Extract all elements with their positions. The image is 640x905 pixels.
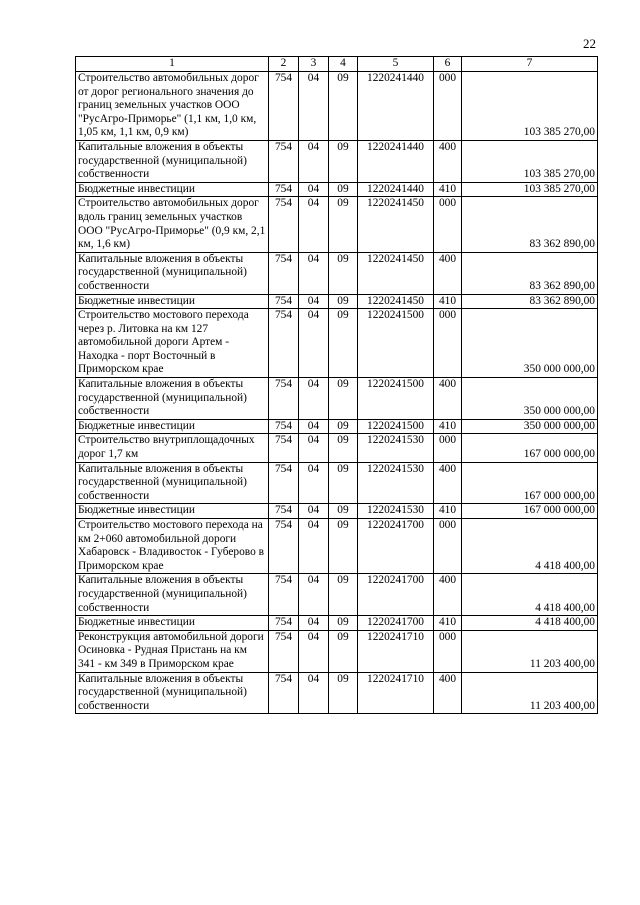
header-cell: 6 (434, 57, 462, 72)
table-row (76, 672, 598, 714)
row-target-item-cell: 1220241710 (358, 630, 434, 672)
row-expense-type-cell: 410 (434, 419, 462, 434)
table-row (76, 197, 598, 252)
row-name-cell: Строительство автомобильных дорог вдоль границ земельных участков ООО "РусАгро-Приморье" (0,9 км, 2,1 км, 1,6 км) (76, 197, 269, 252)
row-section-cell: 04 (299, 378, 329, 420)
row-target-item-cell: 1220241440 (358, 182, 434, 197)
row-code-cell: 754 (269, 462, 299, 504)
row-expense-type-cell: 410 (434, 504, 462, 519)
row-code-cell: 754 (269, 419, 299, 434)
row-name-cell: Строительство внутриплощадочных дорог 1,7 км (76, 434, 269, 462)
row-target-item-cell: 1220241530 (358, 462, 434, 504)
row-expense-type-cell: 400 (434, 574, 462, 616)
row-expense-type-cell: 400 (434, 140, 462, 182)
row-code-cell: 754 (269, 182, 299, 197)
row-target-item-cell: 1220241500 (358, 419, 434, 434)
row-section-cell: 04 (299, 616, 329, 631)
row-code-cell: 754 (269, 616, 299, 631)
row-amount-cell: 103 385 270,00 (462, 140, 598, 182)
row-expense-type-cell: 000 (434, 519, 462, 574)
row-amount-cell: 167 000 000,00 (462, 504, 598, 519)
row-code-cell: 754 (269, 630, 299, 672)
row-section-cell: 04 (299, 252, 329, 294)
row-amount-cell: 83 362 890,00 (462, 252, 598, 294)
row-amount-cell: 4 418 400,00 (462, 616, 598, 631)
row-amount-cell: 83 362 890,00 (462, 294, 598, 309)
row-code-cell: 754 (269, 72, 299, 141)
row-name-cell: Капитальные вложения в объекты государственной (муниципальной) собственности (76, 574, 269, 616)
header-cell: 7 (462, 57, 598, 72)
table-row (76, 140, 598, 182)
row-name-cell: Строительство мостового перехода на км 2+060 автомобильной дороги Хабаровск - Владивосток - Губерово в Приморском крае (76, 519, 269, 574)
row-expense-type-cell: 000 (434, 630, 462, 672)
row-target-item-cell: 1220241440 (358, 72, 434, 141)
row-amount-cell: 350 000 000,00 (462, 419, 598, 434)
row-name-cell: Капитальные вложения в объекты государственной (муниципальной) собственности (76, 140, 269, 182)
table-row (76, 630, 598, 672)
row-code-cell: 754 (269, 252, 299, 294)
table-row (76, 519, 598, 574)
row-subsection-cell: 09 (329, 72, 358, 141)
page-number: 22 (583, 36, 596, 51)
row-expense-type-cell: 400 (434, 462, 462, 504)
row-amount-cell: 350 000 000,00 (462, 378, 598, 420)
row-expense-type-cell: 410 (434, 616, 462, 631)
row-target-item-cell: 1220241530 (358, 434, 434, 462)
row-subsection-cell: 09 (329, 574, 358, 616)
row-subsection-cell: 09 (329, 616, 358, 631)
row-amount-cell: 103 385 270,00 (462, 182, 598, 197)
row-target-item-cell: 1220241700 (358, 519, 434, 574)
row-subsection-cell: 09 (329, 182, 358, 197)
row-subsection-cell: 09 (329, 434, 358, 462)
row-section-cell: 04 (299, 504, 329, 519)
row-name-cell: Капитальные вложения в объекты государственной (муниципальной) собственности (76, 378, 269, 420)
row-expense-type-cell: 400 (434, 672, 462, 714)
header-cell: 3 (299, 57, 329, 72)
row-subsection-cell: 09 (329, 519, 358, 574)
table-row (76, 462, 598, 504)
row-target-item-cell: 1220241440 (358, 140, 434, 182)
row-subsection-cell: 09 (329, 419, 358, 434)
row-amount-cell: 11 203 400,00 (462, 672, 598, 714)
row-subsection-cell: 09 (329, 630, 358, 672)
row-section-cell: 04 (299, 309, 329, 378)
row-subsection-cell: 09 (329, 294, 358, 309)
row-name-cell: Строительство мостового перехода через р. Литовка на км 127 автомобильной дороги Артем - Находка - порт Восточный в Приморском крае (76, 309, 269, 378)
row-amount-cell: 11 203 400,00 (462, 630, 598, 672)
table-row (76, 574, 598, 616)
row-code-cell: 754 (269, 309, 299, 378)
row-name-cell: Бюджетные инвестиции (76, 182, 269, 197)
row-amount-cell: 103 385 270,00 (462, 72, 598, 141)
row-code-cell: 754 (269, 519, 299, 574)
row-name-cell: Бюджетные инвестиции (76, 616, 269, 631)
header-cell: 1 (76, 57, 269, 72)
row-subsection-cell: 09 (329, 140, 358, 182)
table-row (76, 182, 598, 197)
row-code-cell: 754 (269, 672, 299, 714)
row-amount-cell: 83 362 890,00 (462, 197, 598, 252)
row-code-cell: 754 (269, 378, 299, 420)
row-code-cell: 754 (269, 574, 299, 616)
row-code-cell: 754 (269, 140, 299, 182)
row-code-cell: 754 (269, 504, 299, 519)
header-cell: 2 (269, 57, 299, 72)
row-subsection-cell: 09 (329, 309, 358, 378)
row-subsection-cell: 09 (329, 672, 358, 714)
row-name-cell: Капитальные вложения в объекты государственной (муниципальной) собственности (76, 462, 269, 504)
table-row (76, 504, 598, 519)
row-expense-type-cell: 400 (434, 252, 462, 294)
row-code-cell: 754 (269, 294, 299, 309)
row-code-cell: 754 (269, 434, 299, 462)
row-subsection-cell: 09 (329, 462, 358, 504)
row-section-cell: 04 (299, 140, 329, 182)
row-section-cell: 04 (299, 630, 329, 672)
row-target-item-cell: 1220241530 (358, 504, 434, 519)
row-section-cell: 04 (299, 72, 329, 141)
row-expense-type-cell: 000 (434, 72, 462, 141)
row-section-cell: 04 (299, 294, 329, 309)
row-amount-cell: 167 000 000,00 (462, 434, 598, 462)
row-name-cell: Реконструкция автомобильной дороги Осиновка - Рудная Пристань на км 341 - км 349 в Приморском крае (76, 630, 269, 672)
row-target-item-cell: 1220241500 (358, 309, 434, 378)
table-row (76, 616, 598, 631)
row-amount-cell: 167 000 000,00 (462, 462, 598, 504)
table-row (76, 419, 598, 434)
row-target-item-cell: 1220241450 (358, 252, 434, 294)
row-name-cell: Капитальные вложения в объекты государственной (муниципальной) собственности (76, 252, 269, 294)
row-amount-cell: 4 418 400,00 (462, 574, 598, 616)
row-section-cell: 04 (299, 519, 329, 574)
table-row (76, 72, 598, 141)
row-name-cell: Бюджетные инвестиции (76, 504, 269, 519)
row-expense-type-cell: 000 (434, 434, 462, 462)
header-cell: 4 (329, 57, 358, 72)
row-name-cell: Строительство автомобильных дорог от дорог регионального значения до границ земельных участков ООО "РусАгро-Приморье" (1,1 км, 1,0 км, 1,05 км, 1,1 км, 0,9 км) (76, 72, 269, 141)
header-cell: 5 (358, 57, 434, 72)
row-target-item-cell: 1220241450 (358, 197, 434, 252)
table-row (76, 378, 598, 420)
budget-table (75, 56, 598, 714)
row-target-item-cell: 1220241700 (358, 616, 434, 631)
row-amount-cell: 4 418 400,00 (462, 519, 598, 574)
table-header-row (76, 57, 598, 72)
row-name-cell: Бюджетные инвестиции (76, 419, 269, 434)
row-target-item-cell: 1220241700 (358, 574, 434, 616)
row-section-cell: 04 (299, 574, 329, 616)
row-expense-type-cell: 000 (434, 197, 462, 252)
row-section-cell: 04 (299, 434, 329, 462)
row-subsection-cell: 09 (329, 378, 358, 420)
row-amount-cell: 350 000 000,00 (462, 309, 598, 378)
row-name-cell: Капитальные вложения в объекты государственной (муниципальной) собственности (76, 672, 269, 714)
row-subsection-cell: 09 (329, 197, 358, 252)
row-subsection-cell: 09 (329, 504, 358, 519)
row-target-item-cell: 1220241710 (358, 672, 434, 714)
row-expense-type-cell: 410 (434, 182, 462, 197)
table-row (76, 434, 598, 462)
row-section-cell: 04 (299, 197, 329, 252)
table-row (76, 252, 598, 294)
row-name-cell: Бюджетные инвестиции (76, 294, 269, 309)
table-row (76, 309, 598, 378)
row-subsection-cell: 09 (329, 252, 358, 294)
row-section-cell: 04 (299, 462, 329, 504)
row-expense-type-cell: 000 (434, 309, 462, 378)
row-target-item-cell: 1220241450 (358, 294, 434, 309)
row-target-item-cell: 1220241500 (358, 378, 434, 420)
row-expense-type-cell: 410 (434, 294, 462, 309)
row-section-cell: 04 (299, 672, 329, 714)
row-section-cell: 04 (299, 182, 329, 197)
row-expense-type-cell: 400 (434, 378, 462, 420)
row-section-cell: 04 (299, 419, 329, 434)
row-code-cell: 754 (269, 197, 299, 252)
table-row (76, 294, 598, 309)
